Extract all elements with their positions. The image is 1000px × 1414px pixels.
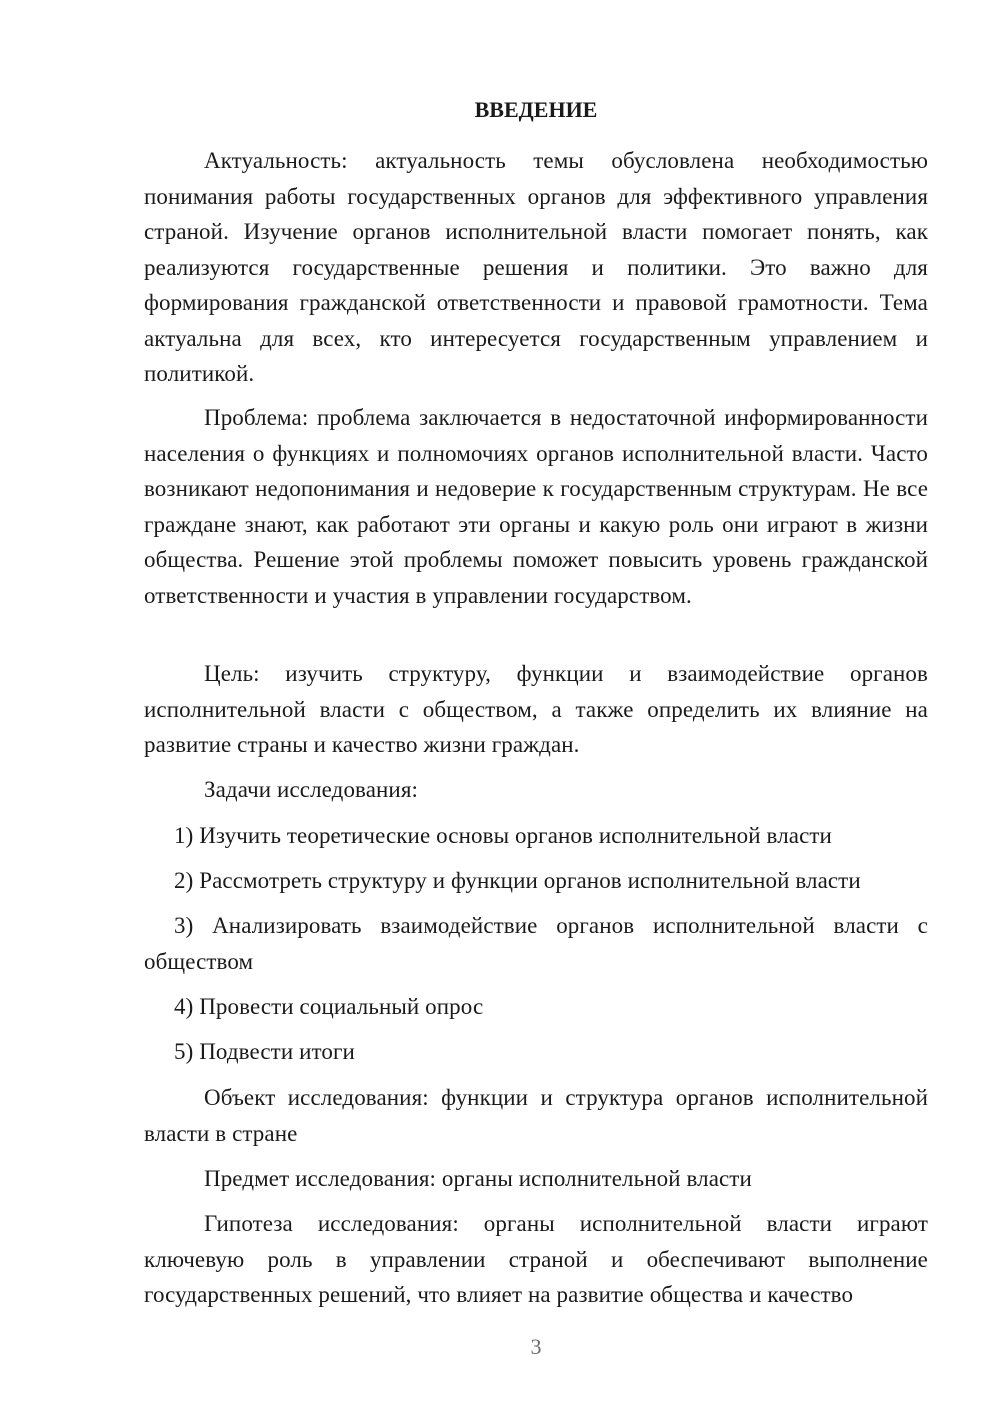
paragraph-object: Объект исследования: функции и структура органов исполнительной власти в стране (144, 1085, 928, 1146)
task-item-1: 1) Изучить теоретические основы органов исполнительной власти (174, 823, 832, 848)
page-title: ВВЕДЕНИЕ (474, 97, 598, 122)
page-number: 3 (530, 1334, 542, 1359)
paragraph-goal: Цель: изучить структуру, функции и взаимодействие органов исполнительной власти с обществом, а также определить их влияние на развитие страны и качество жизни граждан. (144, 661, 928, 757)
paragraph-problem: Проблема: проблема заключается в недостаточной информированности населения о функциях и полномочиях органов исполнительной власти. Часто возникают недопонимания и недоверие к государственным структурам. Не все граждане знают, как работают эти органы и какую роль они играют в жизни общества. Решение этой проблемы поможет повысить уровень гражданской ответственности и участия в управлении государством. (144, 405, 928, 608)
task-item-3: 3) Анализировать взаимодействие органов исполнительной власти с обществом (144, 913, 928, 974)
paragraph-subject: Предмет исследования: органы исполнительной власти (204, 1166, 752, 1191)
tasks-heading: Задачи исследования: (204, 777, 419, 802)
task-item-5: 5) Подвести итоги (174, 1039, 355, 1064)
task-item-2: 2) Рассмотреть структуру и функции органов исполнительной власти (174, 868, 861, 893)
paragraph-hypothesis: Гипотеза исследования: органы исполнительной власти играют ключевую роль в управлении страной и обеспечивают выполнение государственных решений, что влияет на развитие общества и качество (144, 1211, 928, 1307)
paragraph-relevance: Актуальность: актуальность темы обусловлена необходимостью понимания работы государственных органов для эффективного управления страной. Изучение органов исполнительной власти помогает понять, как реализуются государственные решения и политики. Это важно для формирования гражданской ответственности и правовой грамотности. Тема актуальна для всех, кто интересуется государственным управлением и политикой. (144, 148, 928, 386)
task-item-4: 4) Провести социальный опрос (174, 994, 484, 1019)
